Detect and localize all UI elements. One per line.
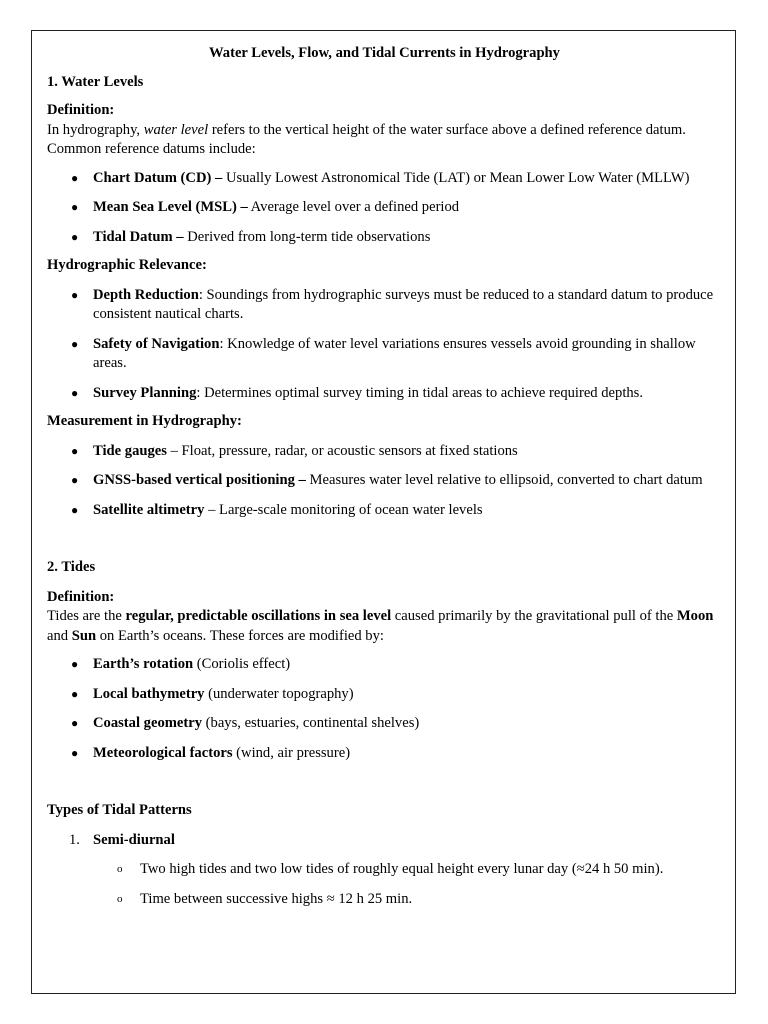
bullet-icon: ● xyxy=(71,200,79,214)
list-item: ● GNSS-based vertical positioning – Measures water level relative to ellipsoid, converted to chart datum xyxy=(47,471,722,491)
types-label: Types of Tidal Patterns xyxy=(47,802,192,818)
bullet-icon: ● xyxy=(71,473,79,487)
bullet-icon: ● xyxy=(71,502,79,517)
definition-label: Definition: xyxy=(47,588,115,605)
list-item: ● Tide gauges – Float, pressure, radar, or acoustic sensors at fixed stations xyxy=(47,442,722,462)
hollow-bullet-icon: o xyxy=(117,892,123,905)
bullet-icon: ● xyxy=(71,385,79,400)
bullet-icon: ● xyxy=(71,686,79,701)
list-item: ● Survey Planning: Determines optimal survey timing in tidal areas to achieve required depths. xyxy=(47,384,722,404)
list-item: ● Earth’s rotation (Coriolis effect) xyxy=(47,655,722,675)
italic-term: water level xyxy=(143,121,209,138)
bullet-icon: ● xyxy=(71,336,79,351)
bullet-icon: ● xyxy=(71,229,79,244)
bullet-icon: ● xyxy=(71,170,79,185)
list-item: ● Tidal Datum – Derived from long-term tide observations xyxy=(47,228,722,248)
bullet-icon: ● xyxy=(71,716,79,730)
sub-list-item: o Time between successive highs ≈ 12 h 25 min. xyxy=(47,890,722,910)
list-item: ● Coastal geometry (bays, estuaries, continental shelves) xyxy=(47,714,722,734)
list-item: ● Local bathymetry (underwater topography) xyxy=(47,685,722,705)
list-item: ● Chart Datum (CD) – Usually Lowest Astronomical Tide (LAT) or Mean Lower Low Water (MLLW) xyxy=(47,169,722,189)
list-item: ● Depth Reduction: Soundings from hydrographic surveys must be reduced to a standard datum to produce consistent nautical charts. xyxy=(71,286,714,322)
numbered-item: 1. Semi-diurnal xyxy=(47,831,722,851)
definition-paragraph: Tides are the regular, predictable oscillations in sea level caused primarily by the gravitational pull of the Moon and Sun on Earth’s oceans. These forces are modified by: xyxy=(47,608,714,644)
list-item: ● Safety of Navigation: Knowledge of water level variations ensures vessels avoid grounding in shallow areas. xyxy=(71,335,696,371)
measurement-label: Measurement in Hydrography: xyxy=(47,413,242,429)
datums-intro: Common reference datums include: xyxy=(47,141,256,157)
definition-label: Definition: xyxy=(47,102,115,118)
document-page xyxy=(31,30,736,994)
section-heading-water-levels: 1. Water Levels xyxy=(47,73,144,90)
relevance-label: Hydrographic Relevance: xyxy=(47,257,207,273)
hollow-bullet-icon: o xyxy=(117,863,123,875)
list-item: ● Satellite altimetry – Large-scale monitoring of ocean water levels xyxy=(47,501,722,521)
bullet-icon: ● xyxy=(71,287,79,302)
bullet-icon: ● xyxy=(71,443,79,458)
section-heading-tides: 2. Tides xyxy=(47,559,96,575)
sub-list-item: o Two high tides and two low tides of roughly equal height every lunar day (≈24 h 50 min). xyxy=(47,860,722,880)
list-item: ● Meteorological factors (wind, air pressure) xyxy=(47,744,722,764)
bullet-icon: ● xyxy=(71,745,79,760)
definition-paragraph: In hydrography, water level refers to the vertical height of the water surface above a defined reference datum. xyxy=(47,121,686,138)
list-item: ● Mean Sea Level (MSL) – Average level over a defined period xyxy=(47,198,722,218)
bullet-icon: ● xyxy=(71,657,79,671)
item-number: 1. xyxy=(69,831,80,848)
document-title: Water Levels, Flow, and Tidal Currents in Hydrography xyxy=(209,45,560,61)
document-content xyxy=(47,44,722,909)
